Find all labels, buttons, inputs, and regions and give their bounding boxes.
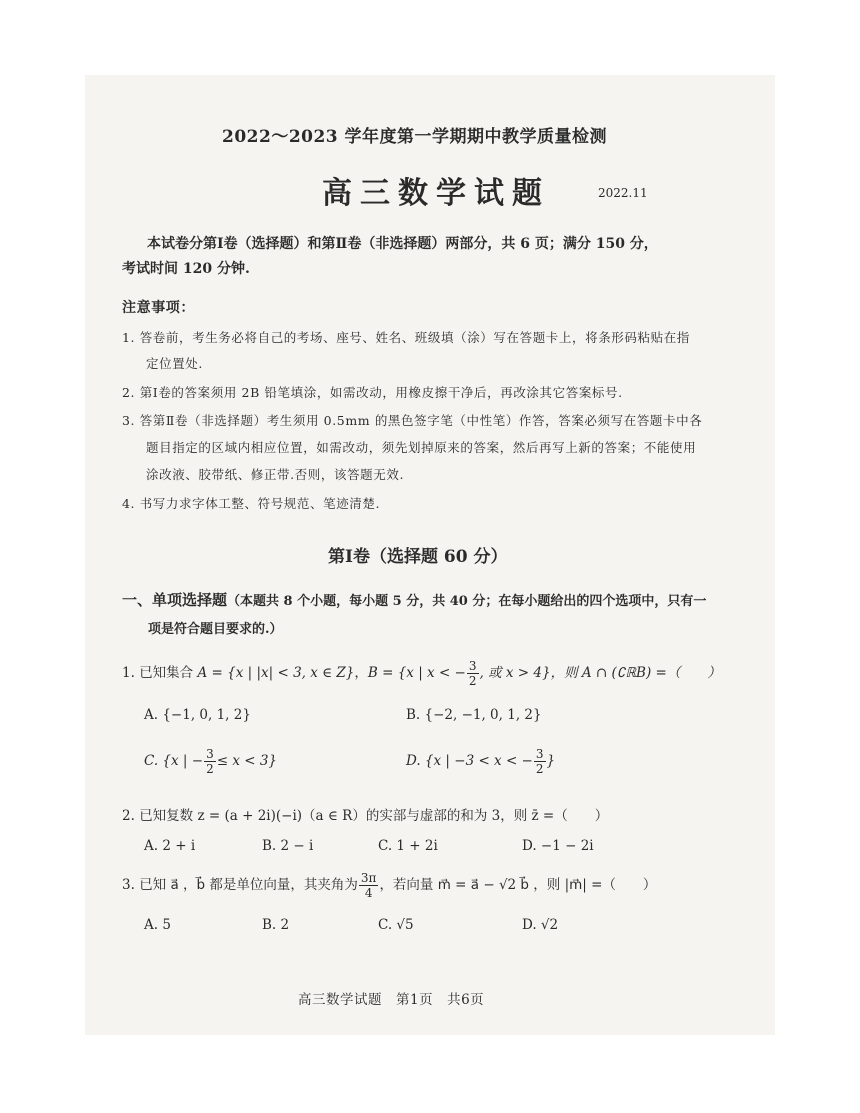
fraction-denominator: 2 [535, 762, 544, 776]
set-a-definition: A = {x | |x| < 3, x ∈ Z} [197, 665, 355, 681]
note-line: 2. 第Ⅰ卷的答案须用 2B 铅笔填涂，如需改动，用橡皮擦干净后，再改涂其它答案标号. [122, 385, 623, 400]
note-line: 定位置处. [146, 356, 203, 371]
note-line: 3. 答第Ⅱ卷（非选择题）考生须用 0.5mm 的黑色签字笔（中性笔）作答，答案必须写在答题卡中各 [122, 413, 703, 428]
fraction [534, 748, 546, 775]
q2-text: 已知复数 z = (a + 2i)(−i)（a ∈ R）的实部与虚部的和为 3，则 z̄ =（ ） [139, 808, 609, 824]
fraction-numerator: 3π [360, 871, 377, 885]
fraction [204, 748, 216, 775]
part-desc-1: （本题共 8 个小题，每小题 5 分，共 40 分；在每小题给出的四个选项中，只有一 [227, 594, 707, 609]
q2-option-c: C. 1 + 2i [378, 838, 438, 854]
set-b-definition: B = {x | x < − [367, 665, 466, 681]
q1-option-c [144, 748, 277, 775]
q3-option-b: B. 2 [262, 917, 290, 933]
page-title: 高三数学试题 [322, 176, 550, 211]
intro-line-1: 本试卷分第Ⅰ卷（选择题）和第Ⅱ卷（非选择题）两部分，共 6 页；满分 150 分， [147, 236, 658, 252]
exam-heading: 2022～2023 学年度第一学期期中教学质量检测 [222, 127, 608, 147]
q1-option-d-pre: D. {x | −3 < x < − [406, 753, 533, 769]
q2-option-a: A. 2 + i [144, 838, 196, 854]
q2-option-d: D. −1 − 2i [522, 838, 594, 854]
question-number: 3. [122, 877, 135, 893]
fraction-denominator: 2 [206, 762, 214, 776]
section-title: 第Ⅰ卷（选择题 60 分） [328, 547, 508, 567]
intro-line-2: 考试时间 120 分钟. [122, 261, 250, 277]
note-line: 4. 书写力求字体工整、符号规范、笔迹清楚. [122, 496, 381, 511]
q1-option-c-post: ≤ x < 3} [216, 753, 278, 769]
fraction-denominator: 4 [364, 886, 373, 900]
fraction [467, 660, 479, 687]
part-title: 一、单项选择题 [122, 591, 228, 609]
note-line: 题目指定的区域内相应位置，如需改动，须先划掉原来的答案，然后再写上新的答案；不能使用 [146, 440, 697, 455]
q1-lead: 已知集合 [139, 665, 194, 681]
question-2 [122, 804, 608, 824]
q1-option-d [406, 748, 555, 775]
q2-option-b: B. 2 − i [262, 838, 314, 854]
question-3 [122, 872, 656, 899]
question-number: 1. [122, 665, 135, 681]
q1-option-c-pre: C. {x | − [144, 753, 204, 769]
q1-ask: ，则 A ∩ (∁ℝB) =（ ） [550, 665, 721, 681]
q3-option-d: D. √2 [522, 917, 559, 933]
part-description [122, 589, 706, 610]
q1-option-a: A. {−1, 0, 1, 2} [144, 707, 251, 723]
fraction-numerator: 3 [206, 747, 214, 761]
q1-option-d-post: } [546, 753, 556, 769]
set-b-tail: , 或 x > 4} [479, 665, 551, 681]
q3-option-c: C. √5 [378, 917, 414, 933]
note-line: 涂改液、胶带纸、修正带.否则，该答题无效. [146, 467, 405, 482]
question-number: 2. [122, 808, 135, 824]
question-1 [122, 660, 721, 687]
q3-text-1: 已知 a⃗ ，b⃗ 都是单位向量，其夹角为 [139, 877, 358, 893]
q1-separator: ， [354, 665, 368, 681]
fraction-denominator: 2 [468, 674, 477, 688]
notes-heading: 注意事项： [122, 300, 195, 316]
fraction [359, 872, 379, 899]
page-footer: 高三数学试题 第1页 共6页 [298, 992, 485, 1008]
q1-option-b: B. {−2, −1, 0, 1, 2} [406, 707, 542, 723]
part-desc-2: 项是符合题目要求的.） [148, 622, 283, 637]
fraction-numerator: 3 [468, 659, 477, 673]
note-line: 1. 答卷前，考生务必将自己的考场、座号、姓名、班级填（涂）写在答题卡上，将条形码粘贴在指 [122, 330, 690, 345]
exam-date: 2022.11 [598, 186, 648, 200]
q3-text-2: ，若向量 m⃗ = a⃗ − √2 b⃗ ，则 |m⃗| =（ ） [379, 877, 657, 893]
q3-option-a: A. 5 [144, 917, 171, 933]
fraction-numerator: 3 [535, 747, 544, 761]
